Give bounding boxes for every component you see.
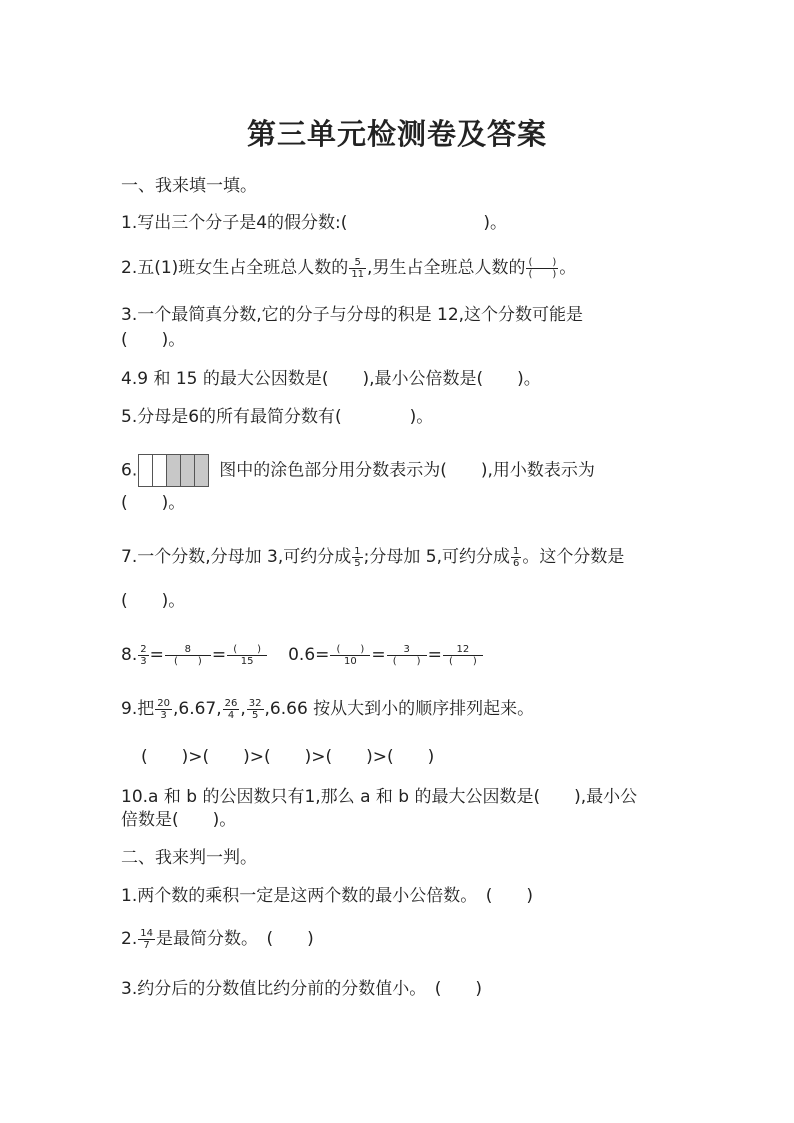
question-9: 9.把 $\frac{20}{3}$ ,6.67, $\frac{26}{4}$ , $\frac{32}{5}$ ,6.66 按从大到小的顺序排列起来。 (121, 697, 535, 721)
judge-2 (121, 927, 314, 951)
question-9-answer-line: ( )>( )>( )>( )>( ) (141, 747, 435, 767)
shaded-bar-figure (139, 454, 209, 487)
j2-number: 2. (121, 929, 138, 949)
question-3-line-1: 3.一个最简真分数,它的分子与分母的积是 12,这个分数可能是 (121, 305, 584, 325)
question-10-line-1: 10.a 和 b 的公因数只有1,那么 a 和 b 的最大公因数是( ),最小公 (121, 787, 638, 807)
q9-fraction-32-5: $\frac{32}{5}$ (248, 697, 262, 721)
q2-fraction-boys-blank: $\frac{( )}{( )}$ (528, 256, 557, 280)
question-2 (121, 256, 576, 280)
q9-text-mid: ,6.67, (172, 699, 222, 719)
q8-fraction-a: $\frac{2}{3}$ (140, 643, 147, 667)
figure-cell-shaded (194, 454, 209, 487)
q9-fraction-20-3: $\frac{20}{3}$ (157, 697, 170, 721)
figure-cell-empty (152, 454, 167, 487)
q2-text-mid: ,男生占全班总人数的 (367, 258, 526, 278)
question-8: 8. $\frac{2}{3}$ = $\frac{8}{( )}$ = $\frac{( )}{15}$ 0.6= $\frac{( )}{10}$ = $\frac{3}{( )}$ = $\frac{12}{( )}$ (121, 643, 484, 667)
q8-fraction-e: $\frac{3}{( )}$ (387, 644, 427, 667)
question-3-line-2: ( )。 (121, 330, 186, 350)
q7-text-post: 。这个分数是 (522, 547, 625, 567)
question-7-line-2: ( )。 (121, 591, 186, 611)
q7-fraction-one-fifth: $\frac{1}{5}$ (354, 545, 361, 569)
q2-text-post: 。 (559, 258, 577, 278)
q8-fraction-c: $\frac{( )}{15}$ (227, 644, 267, 667)
q8-fraction-f: $\frac{12}{( )}$ (443, 644, 483, 667)
section-judge-heading: 二、我来判一判。 (121, 848, 257, 868)
question-4: 4.9 和 15 的最大公因数是( ),最小公倍数是( )。 (121, 369, 541, 389)
question-6-line-2: ( )。 (121, 493, 186, 513)
page-title: 第三单元检测卷及答案 (246, 117, 547, 151)
figure-cell-empty (138, 454, 153, 487)
question-10-line-2: 倍数是( )。 (121, 810, 237, 830)
q9-fraction-26-4: $\frac{26}{4}$ (224, 697, 238, 721)
judge-1: 1.两个数的乘积一定是这两个数的最小公倍数。 ( ) (121, 886, 533, 906)
question-1: 1.写出三个分子是4的假分数:( )。 (121, 213, 508, 233)
q6-number: 6. (121, 460, 138, 481)
section-fill-in-heading: 一、我来填一填。 (121, 176, 257, 196)
figure-cell-shaded (180, 454, 195, 487)
q7-text-pre: 7.一个分数,分母加 3,可约分成 (121, 547, 352, 567)
question-7-line-1 (121, 545, 624, 569)
q8-fraction-d: $\frac{( )}{10}$ (330, 644, 370, 667)
q7-text-mid: ;分母加 5,可约分成 (363, 547, 510, 567)
judge-3: 3.约分后的分数值比约分前的分数值小。 ( ) (121, 979, 482, 999)
q6-text: 图中的涂色部分用分数表示为( ),用小数表示为 (219, 460, 595, 481)
q9-text-post: ,6.66 按从大到小的顺序排列起来。 (264, 699, 535, 719)
q9-text-pre: 9.把 (121, 699, 155, 719)
figure-cell-shaded (166, 454, 181, 487)
j2-text: 是最简分数。 ( ) (155, 929, 314, 949)
question-5: 5.分母是6的所有最简分数有( )。 (121, 407, 434, 427)
q8-number: 8. (121, 645, 138, 665)
q8-fraction-b: $\frac{8}{( )}$ (165, 644, 211, 667)
question-6-line-1 (121, 454, 595, 487)
q8-decimal: 0.6= (288, 645, 330, 665)
q7-fraction-one-sixth: $\frac{1}{6}$ (512, 545, 520, 569)
q2-fraction-girls: $\frac{5}{11}$ (351, 256, 365, 280)
q2-text-pre: 2.五(1)班女生占全班总人数的 (121, 258, 349, 278)
j2-fraction-14-7: $\frac{14}{7}$ (140, 927, 153, 951)
